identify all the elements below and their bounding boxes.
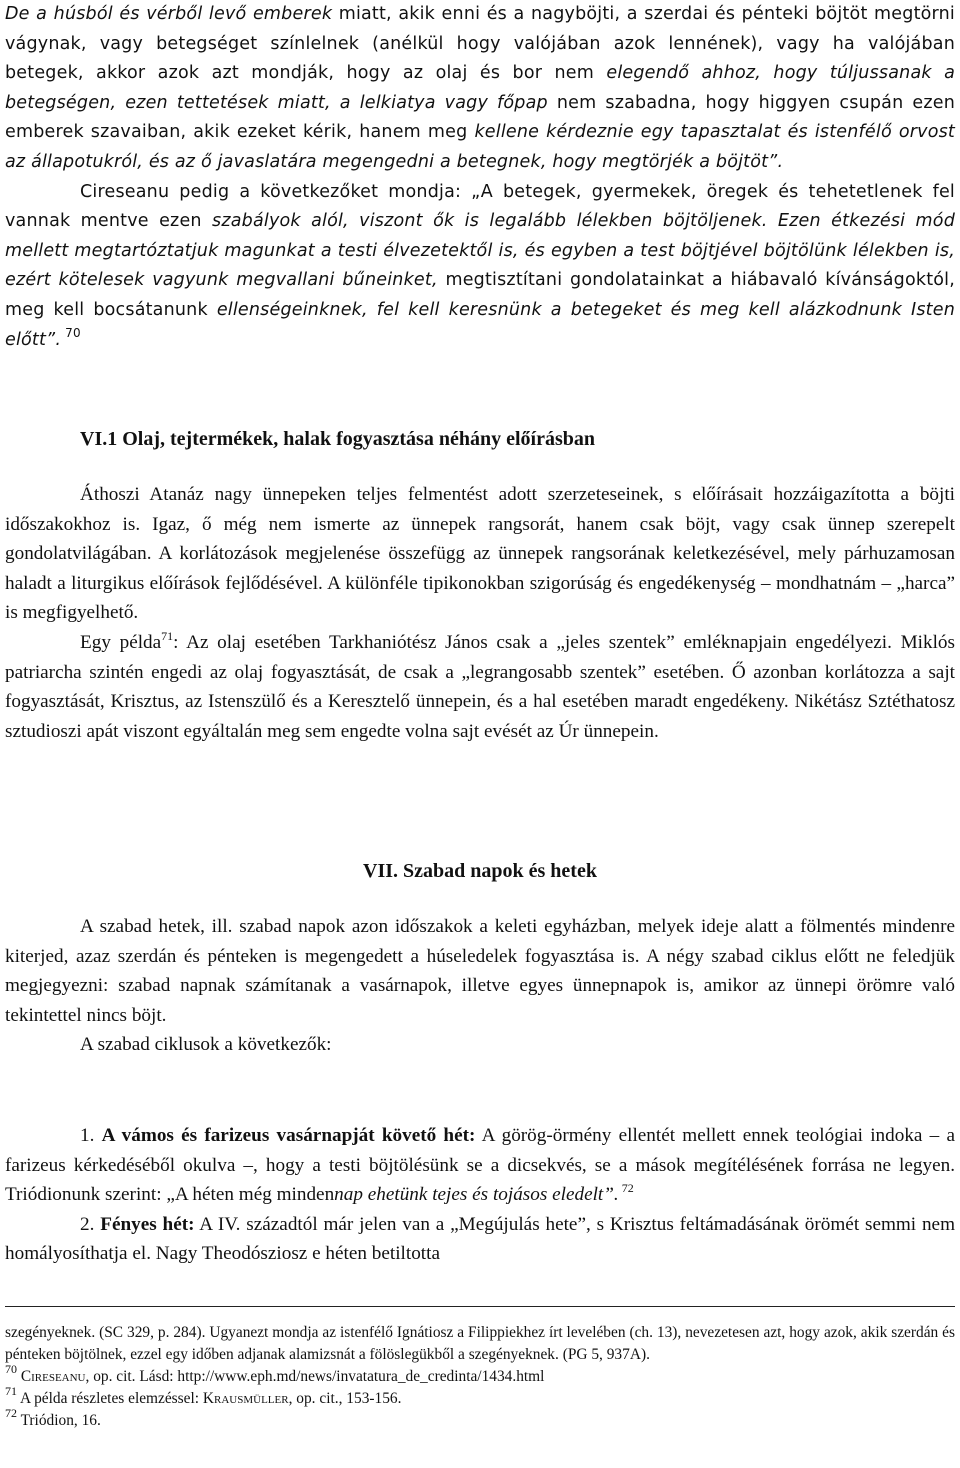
numbered-list [5, 1121, 955, 1269]
text: miatt, akik enni és a nagyböjti, a szerdai és pénteki böjtöt megtörni vágynak, vagy betegséget színlelnek (anélkül hogy valójában azok lennének), vagy ha valójában betegek, akkor azok azt mondják, hogy az olaj és bor nem [5, 4, 955, 84]
list-number: 1. [80, 1125, 102, 1146]
text: A görög-örmény ellentét mellett ennek teológiai indoka – a farizeus kérkedéséből okulva –, hogy a testi böjtölésünk se a dicsekvés, se a mások megítélésének forrása ne legyen. Triódionunk szerint: „A héten még minden [5, 1125, 955, 1206]
italic-text: elegendő ahhoz, hogy túljussanak a betegségen, ezen tettetések miatt, a lelkiatya vagy főpap [5, 63, 955, 113]
footnote-72 [5, 1406, 955, 1432]
text: , op. cit., 153-156. [288, 1390, 402, 1407]
footnote-71 [5, 1384, 955, 1410]
text-block-section-vii [5, 912, 955, 1060]
text-block-section-vi [5, 480, 955, 746]
italic-text: ellenségeinknek, fel kell keresnünk a betegeket és meg kell alázkodnunk Isten előtt”. [5, 299, 955, 350]
bold-text: A vámos és farizeus vasárnapját követő hét: [101, 1125, 476, 1146]
list-number: 2. [80, 1213, 101, 1235]
text: : Az olaj esetében Tarkhaniótész János csak a „jeles szentek” emléknapjain engedélyezi. Miklós patriarcha szintén engedi az olaj fogyasztását, de csak a „legrangosabb szentek” esetében. Ő azonban korlátozza a sajt fogyasztását, Krisztus, az Istenszülő és a Keresztelő ünnepein, és a hal esetében maradt engedékeny. Nikétász Sztéthatosz sztudioszi apát viszont egyáltalán meg sem engedte volna sajt evését az Úr ünnepein. [5, 631, 955, 742]
author-name: Krausmüller [202, 1390, 289, 1407]
author-name: Cireseanu [17, 1368, 86, 1385]
bold-text: Fényes hét: [100, 1213, 195, 1235]
text: Egy példa [80, 631, 162, 653]
text: A IV. századtól már jelen van a „Megújulás hete”, s Krisztus feltámadásának örömét semmi nem homályosíthatja el. Nagy Theodósziosz e héten betiltotta [5, 1213, 955, 1265]
text: Triódion, 16. [17, 1412, 101, 1429]
section-heading-vii: VII. Szabad napok és hetek [363, 860, 597, 882]
text-block-cireseanu [5, 0, 955, 355]
italic-text: szabályok alól, viszont ők is legalább lélekben böjtöljenek. Ezen étkezési mód mellett megtartóztatjuk magunkat a testi élvezetektől is, és egyben a test böjtjével böjtölünk lélekben is, ezért kötelesek vagyunk megvallani bűneinket, [5, 211, 956, 291]
list-item [5, 1210, 955, 1269]
text: A példa részletes elemzéssel: [17, 1390, 203, 1407]
footnote-number: 70 [5, 1362, 17, 1376]
paragraph [5, 178, 955, 356]
text: megtisztítani gondolatainkat a hiábavaló kívánságoktól, meg kell bocsátanunk [5, 270, 955, 320]
footnote-number: 72 [5, 1406, 17, 1420]
italic-text: De a húsból és vérből levő emberek [5, 4, 333, 24]
footnote-number: 71 [5, 1384, 17, 1398]
footnotes [5, 1322, 955, 1432]
italic-text: kellene kérdeznie egy tapasztalat és istenfélő orvost az állapotukról, és az ő javaslatára megengedni a betegnek, hogy megtörjék a böjtöt”. [5, 122, 955, 172]
italic-text: nap ehetünk tejes és tojásos eledelt”. [334, 1184, 619, 1206]
paragraph [5, 628, 955, 746]
paragraph: Áthoszi Atanáz nagy ünnepeken teljes felmentést adott szerzeteseinek, s előírásait hozzáigazította a böjti időszakokhoz is. Igaz, ő még nem ismerte az ünnepek rangsorát, hanem csak böjt, vagy csak ünnep szerepelt gondolatvilágában. A korlátozások megjelenése összefügg az ünnepek rangsorának keletkezésével, mely párhuzamosan haladt a liturgikus előírások fejlődésével. A különféle tipikonokban szigorúság és engedékenység – mondhatnám – „harca” is megfigyelhető. [5, 484, 955, 624]
section-heading-vi: VI.1 Olaj, tejtermékek, halak fogyasztása néhány előírásban [80, 428, 595, 450]
paragraph: A szabad ciklusok a következők: [80, 1034, 332, 1056]
paragraph [5, 0, 955, 178]
footnote-ref-70: 70 [61, 325, 81, 340]
text: nem szabadna, hogy higgyen csupán ezen emberek szavaiban, akik ezeket kérik, hanem meg [5, 92, 956, 143]
footnote-ref-71: 71 [161, 628, 174, 643]
text: Cireseanu pedig a következőket mondja: „A betegek, gyermekek, öregek és tehetetlenek fel vannak mentve ezen [5, 181, 955, 232]
text: , op. cit. Lásd: http://www.eph.md/news/invatatura_de_credinta/1434.html [85, 1368, 545, 1385]
footnote-70 [5, 1362, 955, 1388]
list-item [5, 1121, 955, 1210]
footnote-ref-72: 72 [618, 1181, 634, 1196]
paragraph: A szabad hetek, ill. szabad napok azon időszakok a keleti egyházban, melyek ideje alatt a fölmentés mindenre kiterjed, azaz szerdán és pénteken is megengedett a húseledelek fogyasztása is. A négy szabad ciklus előtt ne feledjük megjegyezni: szabad napnak számítanak a vasárnapok, illetve egyes ünnepnapok is, amikor az ünnepi örömre való tekintettel nincs böjt. [5, 916, 955, 1026]
footnote-continuation: szegényeknek. (SC 329, p. 284). Ugyanezt mondja az istenfélő Ignátiosz a Filippiekhez írt levelében (ch. 13), nevezetesen azt, hogy azok, akik szerdán és pénteken böjtölnek, ezzel egy időben adjanak alamizsnát a fölöslegükből a szegényeknek. (PG 5, 937A). [5, 1324, 955, 1363]
footnote-separator [5, 1306, 955, 1307]
